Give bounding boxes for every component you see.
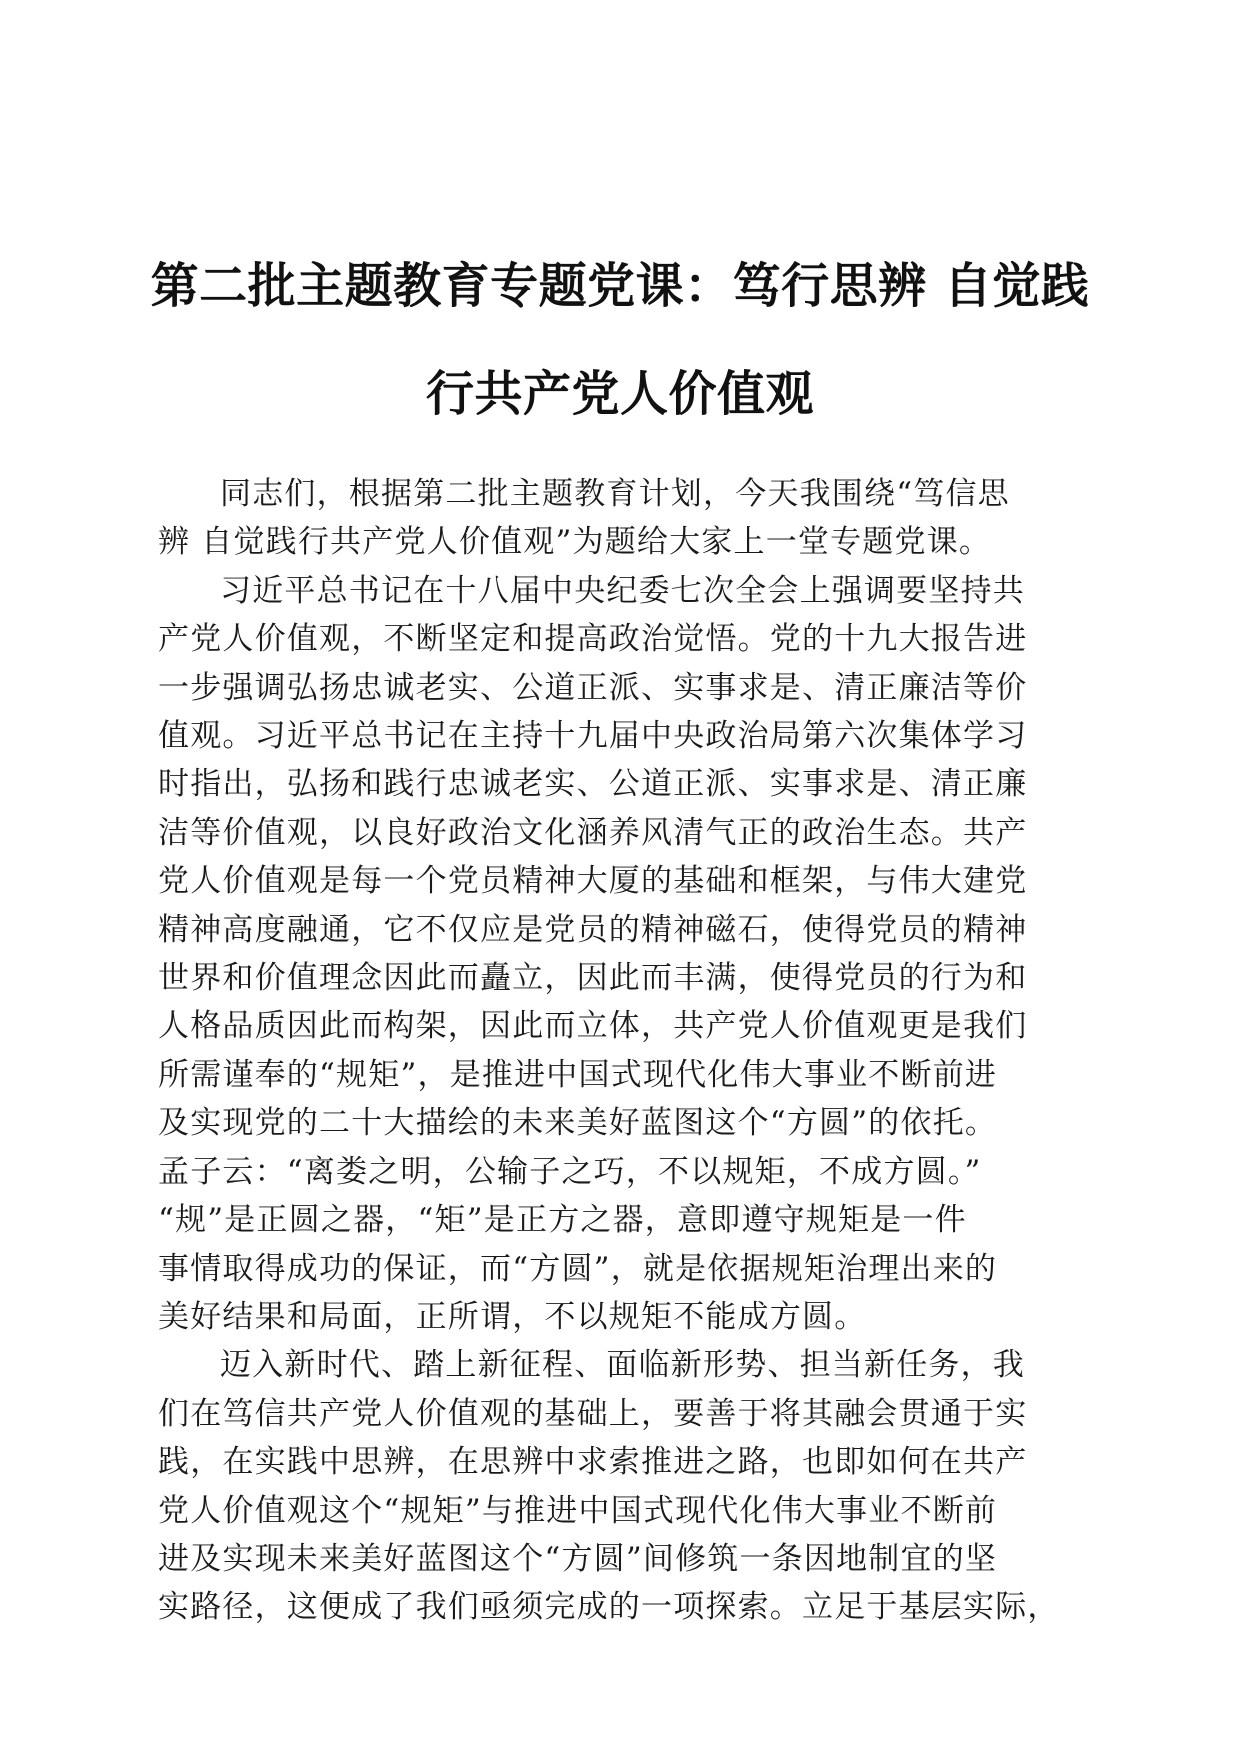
- paragraph-opening: [158, 470, 1072, 567]
- title-line: 行共产党人价值观: [425, 366, 814, 422]
- text-line: 一步强调弘扬忠诚老实、公道正派、实事求是、清正廉洁等价: [158, 669, 1028, 706]
- text-line: 事情取得成功的保证，而“方圆”，就是依据规矩治理出来的: [158, 1250, 998, 1287]
- text-line: “规”是正圆之器，“矩”是正方之器，意即遵守规矩是一件: [158, 1202, 967, 1239]
- text-line: 们在笃信共产党人价值观的基础上，要善于将其融会贯通于实: [158, 1395, 1028, 1432]
- text-line: 值观。习近平总书记在主持十九届中央政治局第六次集体学习: [158, 718, 1028, 755]
- text-line: 人格品质因此而构架，因此而立体，共产党人价值观更是我们: [158, 1008, 1028, 1045]
- title-line: 第二批主题教育专题党课：笃行思辨 自觉践: [150, 258, 1090, 314]
- text-line: 党人价值观这个“规矩”与推进中国式现代化伟大事业不断前: [158, 1492, 998, 1529]
- text-line: 所需谨奉的“规矩”，是推进中国式现代化伟大事业不断前进: [158, 1056, 998, 1093]
- text-line: 实路径，这便成了我们亟须完成的一项探索。立足于基层实际，: [158, 1589, 1060, 1626]
- text-line: 同志们，根据第二批主题教育计划，今天我围绕“笃信思: [220, 476, 1010, 512]
- text-line: 党人价值观是每一个党员精神大厦的基础和框架，与伟大建党: [158, 863, 1028, 900]
- text-line: 世界和价值理念因此而矗立，因此而丰满，使得党员的行为和: [158, 960, 1028, 997]
- text-line: 美好结果和局面，正所谓，不以规矩不能成方圆。: [158, 1298, 867, 1335]
- text-line: 孟子云：“离娄之明，公输子之巧，不以规矩，不成方圆。”: [158, 1153, 982, 1190]
- text-line: 践，在实践中思辨，在思辨中求索推进之路，也即如何在共产: [158, 1444, 1028, 1481]
- document-body: [158, 470, 1072, 1632]
- paragraph-values: [158, 567, 1072, 1342]
- paragraph-new-era: [158, 1341, 1072, 1631]
- text-line: 迈入新时代、踏上新征程、面临新形势、担当新任务，我: [220, 1347, 1025, 1384]
- document-title: [150, 232, 1090, 448]
- text-line: 及实现党的二十大描绘的未来美好蓝图这个“方圆”的依托。: [158, 1105, 998, 1142]
- text-line: 进及实现未来美好蓝图这个“方圆”间修筑一条因地制宜的坚: [158, 1540, 998, 1577]
- text-line: 产党人价值观，不断坚定和提高政治觉悟。党的十九大报告进: [158, 621, 1028, 658]
- text-line: 时指出，弘扬和践行忠诚老实、公道正派、实事求是、清正廉: [158, 766, 1028, 803]
- text-line: 洁等价值观，以良好政治文化涵养风清气正的政治生态。共产: [158, 814, 1028, 851]
- text-line: 辨 自觉践行共产党人价值观”为题给大家上一堂专题党课。: [158, 524, 992, 561]
- text-line: 精神高度融通，它不仅应是党员的精神磁石，使得党员的精神: [158, 911, 1028, 948]
- text-line: 习近平总书记在十八届中央纪委七次全会上强调要坚持共: [220, 572, 1025, 609]
